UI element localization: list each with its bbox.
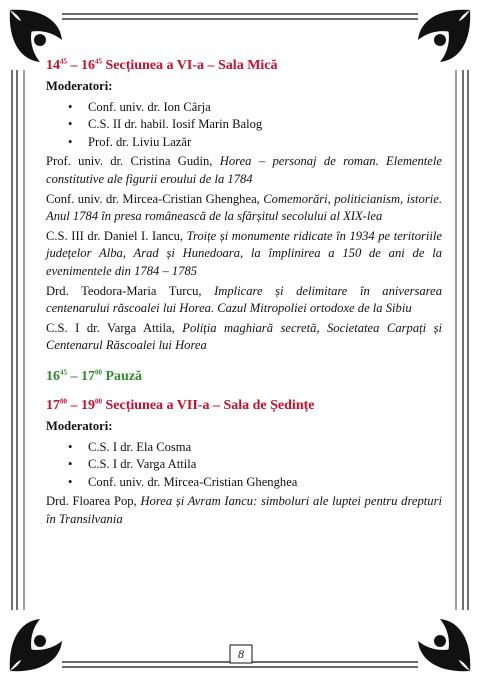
pause-heading: $16^{45} - 17^{00}$ Pauză (46, 368, 143, 384)
list-item: • Conf. univ. dr. Ion Cârja (46, 99, 442, 117)
presentation-entry: Drd. Floarea Pop, Horea și Avram Iancu: simboluri ale luptei pentru drepturi în Transilvania (46, 494, 442, 526)
list-item: • C.S. II dr. habil. Iosif Marin Balog (46, 116, 442, 134)
moderators-label: Moderatori: (46, 79, 113, 93)
list-item: • Prof. dr. Liviu Lazăr (46, 134, 442, 152)
presentation-entry: C.S. I dr. Varga Attila, Poliția maghiară secretă, Societatea Carpați și Centenarul Răscoalei lui Horea (46, 320, 442, 353)
list-item: • C.S. I dr. Varga Attila (46, 456, 442, 474)
presentation-entry: Conf. univ. dr. Mircea-Cristian Ghenghea, Comemorări, politicianism, istorie. Anul 1784 în presa românească de la sfârșitul secolului al XIX-lea (46, 191, 442, 224)
corner-ornament-top-right (418, 10, 470, 62)
corner-ornament-bottom-left (10, 619, 62, 671)
corner-ornament-top-left (10, 10, 62, 62)
list-item: • C.S. I dr. Ela Cosma (46, 439, 442, 457)
presentation-entry: Drd. Teodora-Maria Turcu, Implicare și delimitare în aniversarea centenarului răscoalei lui Horea. Cazul Mitropoliei ortodoxe de la Sibiu (46, 283, 442, 316)
moderators-list (46, 439, 442, 492)
section-heading-vi: $14^{45} - 16^{45}$ Secțiunea a VI-a – Sala Mică (46, 57, 278, 73)
page-content (46, 56, 442, 530)
corner-ornament-bottom-right (418, 619, 470, 671)
presentation-entry: C.S. III dr. Daniel I. Iancu, Troițe și monumente ridicate în 1934 pe teritoriile județelor Alba, Arad și Hunedoara, la împlinirea a 150 de ani de la evenimentele din 1784 – 1785 (46, 228, 442, 278)
section-heading-vii: $17^{00} - 19^{00}$ Secțiunea a VII-a – Sala de Ședințe (46, 397, 315, 413)
moderators-list (46, 99, 442, 152)
page-number: 8 (238, 647, 244, 661)
list-item: • Conf. univ. dr. Mircea-Cristian Ghenghea (46, 474, 442, 492)
moderators-label: Moderatori: (46, 418, 113, 433)
presentation-entry: Prof. univ. dr. Cristina Gudin, Horea – personaj de roman. Elementele constitutive ale figurii eroului de la 1784 (46, 154, 442, 186)
